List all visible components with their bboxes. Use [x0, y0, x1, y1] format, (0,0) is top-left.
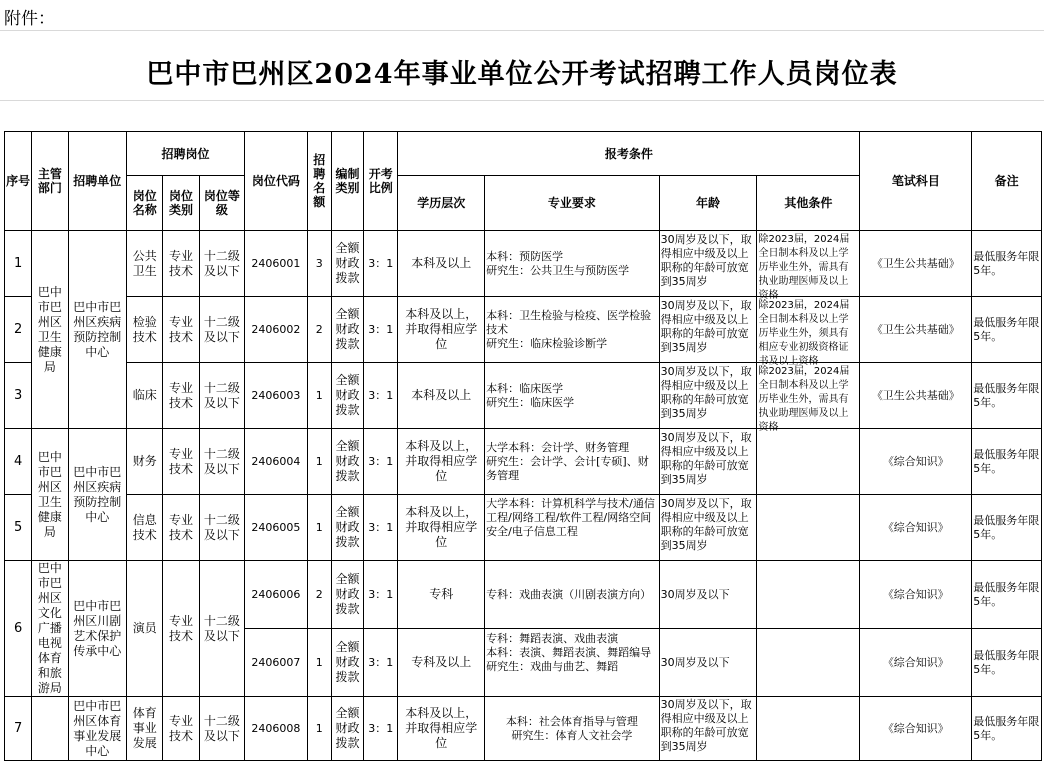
- cell-quota: 1: [307, 429, 331, 495]
- cell-staff: 全额财政拨款: [331, 561, 363, 629]
- cell-ratio: 3：1: [364, 629, 398, 697]
- cell-major: 专科：舞蹈表演、戏曲表演 本科：表演、舞蹈表演、舞蹈编导 研究生：戏曲与曲艺、舞蹈: [486, 631, 652, 673]
- cell-seq: 6: [5, 561, 32, 697]
- cell-age: 30周岁及以下，取得相应中级及以上职称的年龄可放宽到35周岁: [660, 298, 752, 354]
- header-edu: 学历层次: [398, 176, 485, 231]
- cell-post-name: 临床: [127, 363, 163, 429]
- cell-age: 30周岁及以下，取得相应中级及以上职称的年龄可放宽到35周岁: [660, 430, 752, 486]
- table-row: [5, 495, 1042, 561]
- cell-unit: 巴中市巴州区疾病预防控制中心: [68, 429, 127, 561]
- cell-quota: 1: [307, 495, 331, 561]
- cell-exam: 《卫生公共基础》: [860, 363, 972, 429]
- cell-quota: 3: [307, 231, 331, 297]
- cell-quota: 2: [307, 561, 331, 629]
- cell-major: 大学本科：计算机科学与技术/通信工程/网络工程/软件工程/网络空间安全/电子信息工程: [486, 496, 655, 538]
- cell-ratio: 3：1: [364, 231, 398, 297]
- cell-seq: 5: [5, 495, 32, 561]
- cell-edu: 专科及以上: [398, 629, 485, 697]
- table-row: [5, 697, 1042, 761]
- cell-exam: 《综合知识》: [860, 697, 972, 761]
- header-post-name: 岗位名称: [127, 176, 163, 231]
- header-major: 专业要求: [485, 176, 660, 231]
- cell-post-level: 十二级及以下: [199, 429, 244, 495]
- cell-code: 2406003: [245, 363, 308, 429]
- recruitment-table: [4, 131, 1042, 761]
- cell-edu: 本科及以上，并取得相应学位: [398, 429, 485, 495]
- cell-major: 本科：社会体育指导与管理 研究生：体育人文社会学: [485, 697, 660, 761]
- cell-post-name: 信息技术: [127, 495, 163, 561]
- cell-note: 最低服务年限5年。: [972, 297, 1042, 363]
- cell-ratio: 3：1: [364, 363, 398, 429]
- cell-age: 30周岁及以下: [659, 561, 757, 629]
- cell-edu: 专科: [398, 561, 485, 629]
- cell-note: 最低服务年限5年。: [972, 231, 1042, 297]
- cell-staff: 全额财政拨款: [331, 363, 363, 429]
- cell-edu: 本科及以上: [398, 231, 485, 297]
- cell-major: 本科：预防医学 研究生：公共卫生与预防医学: [485, 231, 660, 297]
- header-staff: 编制类别: [331, 132, 363, 231]
- cell-code: 2406006: [245, 561, 308, 629]
- sheet-gridline: [0, 30, 1044, 31]
- cell-major: 大学本科：会计学、财务管理 研究生：会计学、会计[专硕]、财务管理: [485, 429, 660, 495]
- header-post-level: 岗位等级: [199, 176, 244, 231]
- header-quota: 招聘名额: [307, 132, 331, 231]
- cell-post-level: 十二级及以下: [199, 297, 244, 363]
- page-title: 巴中市巴州区2024年事业单位公开考试招聘工作人员岗位表: [146, 59, 898, 90]
- cell-note: 最低服务年限5年。: [972, 697, 1042, 761]
- cell-post-level: 十二级及以下: [199, 363, 244, 429]
- cell-post-level: 十二级及以下: [199, 231, 244, 297]
- cell-post-name: 财务: [127, 429, 163, 495]
- cell-ratio: 3：1: [364, 297, 398, 363]
- cell-staff: 全额财政拨款: [331, 495, 363, 561]
- cell-note: 最低服务年限5年。: [972, 363, 1042, 429]
- cell-code: 2406001: [245, 231, 308, 297]
- cell-other: 除2023届，2024届全日制本科及以上学历毕业生外，须具有相应专业初级资格证书及以上资格: [758, 299, 850, 367]
- cell-code: 2406007: [245, 629, 308, 697]
- cell-dept: [32, 697, 68, 761]
- header-cond-group: 报考条件: [398, 132, 860, 176]
- cell-other: 除2023届，2024届全日制本科及以上学历毕业生外，需具有执业助理医师及以上资格: [758, 365, 850, 433]
- cell-post-level: 十二级及以下: [199, 495, 244, 561]
- cell-unit: 巴中市巴州区川剧艺术保护传承中心: [68, 561, 127, 697]
- cell-edu: 本科及以上，并取得相应学位: [398, 697, 485, 761]
- cell-note: 最低服务年限5年。: [972, 561, 1042, 629]
- header-other: 其他条件: [757, 176, 860, 231]
- cell-unit: 巴中市巴州区体育事业发展中心: [68, 697, 127, 761]
- cell-post-name: 公共卫生: [127, 231, 163, 297]
- cell-exam: 《卫生公共基础》: [860, 231, 972, 297]
- attachment-label: 附件：: [4, 9, 55, 29]
- cell-other: [757, 495, 860, 561]
- cell-note: 最低服务年限5年。: [972, 495, 1042, 561]
- cell-staff: 全额财政拨款: [331, 297, 363, 363]
- cell-post-level: 十二级及以下: [199, 561, 244, 697]
- cell-exam: 《卫生公共基础》: [860, 297, 972, 363]
- cell-seq: 7: [5, 697, 32, 761]
- header-post-type: 岗位类别: [163, 176, 199, 231]
- cell-ratio: 3：1: [364, 495, 398, 561]
- cell-note: 最低服务年限5年。: [972, 429, 1042, 495]
- cell-quota: 1: [307, 697, 331, 761]
- cell-staff: 全额财政拨款: [331, 429, 363, 495]
- cell-exam: 《综合知识》: [860, 429, 972, 495]
- cell-seq: 3: [5, 363, 32, 429]
- header-seq: 序号: [5, 132, 32, 231]
- header-code: 岗位代码: [245, 132, 308, 231]
- cell-ratio: 3：1: [364, 697, 398, 761]
- cell-post-type: 专业技术: [163, 297, 199, 363]
- cell-staff: 全额财政拨款: [331, 231, 363, 297]
- table-row: [5, 429, 1042, 495]
- cell-major: 本科：卫生检验与检疫、医学检验技术 研究生：临床检验诊断学: [485, 297, 660, 363]
- header-unit: 招聘单位: [68, 132, 127, 231]
- cell-dept: 巴中市巴州区卫生健康局: [32, 231, 68, 429]
- cell-unit: 巴中市巴州区疾病预防控制中心: [68, 231, 127, 429]
- header-age: 年龄: [659, 176, 757, 231]
- cell-other: [757, 429, 860, 495]
- header-post-group: 招聘岗位: [127, 132, 245, 176]
- cell-code: 2406002: [245, 297, 308, 363]
- cell-post-type: 专业技术: [163, 429, 199, 495]
- cell-staff: 全额财政拨款: [331, 697, 363, 761]
- header-note: 备注: [972, 132, 1042, 231]
- cell-edu: 本科及以上，并取得相应学位: [398, 297, 485, 363]
- cell-exam: 《综合知识》: [860, 561, 972, 629]
- cell-other: [757, 561, 860, 629]
- cell-age: 30周岁及以下，取得相应中级及以上职称的年龄可放宽到35周岁: [660, 364, 752, 420]
- cell-edu: 本科及以上: [398, 363, 485, 429]
- cell-edu: 本科及以上，并取得相应学位: [398, 495, 485, 561]
- cell-seq: 1: [5, 231, 32, 297]
- cell-age: 30周岁及以下，取得相应中级及以上职称的年龄可放宽到35周岁: [660, 697, 752, 753]
- cell-seq: 2: [5, 297, 32, 363]
- cell-major: 专科：戏曲表演（川剧表演方向）: [485, 561, 660, 629]
- cell-other: [757, 697, 860, 761]
- cell-dept: 巴中市巴州区卫生健康局: [32, 429, 68, 561]
- cell-major: 本科：临床医学 研究生：临床医学: [485, 363, 660, 429]
- cell-quota: 1: [307, 629, 331, 697]
- cell-ratio: 3：1: [364, 561, 398, 629]
- cell-exam: 《综合知识》: [860, 495, 972, 561]
- sheet-gridline: [0, 100, 1044, 101]
- header-ratio: 开考比例: [364, 132, 398, 231]
- cell-other: 除2023届，2024届全日制本科及以上学历毕业生外，需具有执业助理医师及以上资格: [758, 233, 850, 301]
- cell-post-type: 专业技术: [163, 231, 199, 297]
- cell-age: 30周岁及以下，取得相应中级及以上职称的年龄可放宽到35周岁: [660, 232, 752, 288]
- cell-age: 30周岁及以下，取得相应中级及以上职称的年龄可放宽到35周岁: [660, 496, 752, 552]
- table-row: [5, 561, 1042, 629]
- cell-post-name: 检验技术: [127, 297, 163, 363]
- table-row: [5, 363, 1042, 429]
- cell-dept: 巴中市巴州区文化广播电视体育和旅游局: [32, 561, 68, 697]
- cell-other: [757, 629, 860, 697]
- cell-post-type: 专业技术: [163, 561, 199, 697]
- cell-note: 最低服务年限5年。: [972, 629, 1042, 697]
- cell-seq: 4: [5, 429, 32, 495]
- table-row: [5, 297, 1042, 363]
- cell-post-name: 体育事业发展: [127, 697, 163, 761]
- cell-quota: 2: [307, 297, 331, 363]
- cell-code: 2406005: [245, 495, 308, 561]
- cell-ratio: 3：1: [364, 429, 398, 495]
- cell-exam: 《综合知识》: [860, 629, 972, 697]
- table-row: [5, 231, 1042, 297]
- cell-post-level: 十二级及以下: [199, 697, 244, 761]
- header-dept: 主管部门: [32, 132, 68, 231]
- cell-staff: 全额财政拨款: [331, 629, 363, 697]
- cell-quota: 1: [307, 363, 331, 429]
- cell-post-type: 专业技术: [163, 363, 199, 429]
- cell-post-name: 演员: [127, 561, 163, 697]
- cell-post-type: 专业技术: [163, 697, 199, 761]
- cell-code: 2406004: [245, 429, 308, 495]
- cell-code: 2406008: [245, 697, 308, 761]
- cell-post-type: 专业技术: [163, 495, 199, 561]
- header-exam: 笔试科目: [860, 132, 972, 231]
- cell-age: 30周岁及以下: [659, 629, 757, 697]
